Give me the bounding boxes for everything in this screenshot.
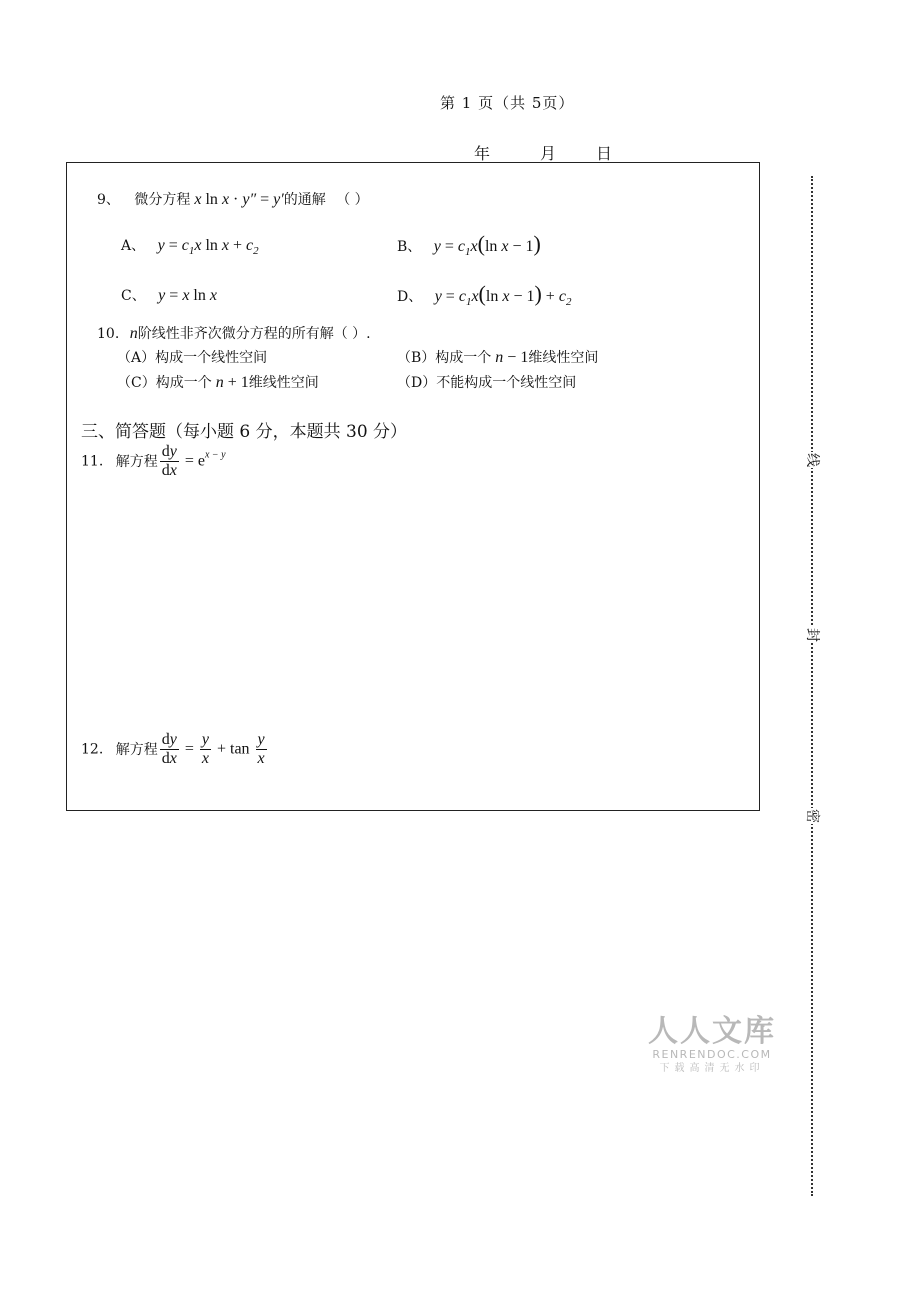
question-12-fraction-y-over-x: $\frac{y}{x}$ <box>201 731 209 767</box>
question-10-option-d: （D）不能构成一个线性空间 <box>397 375 577 391</box>
day-label: 日 <box>596 144 613 163</box>
option-b-label: B、 <box>397 239 422 255</box>
question-12-number: 12. <box>81 741 104 758</box>
question-9-option-a: A、 $y = c_1x$ $\ln x + c_2$ <box>121 237 259 257</box>
option-b-suffix: 维线性空间 <box>528 350 599 366</box>
option-d-label: D、 <box>397 289 423 305</box>
question-10: 10. n阶线性非齐次微分方程的所有解（ ）. <box>97 325 371 342</box>
question-11-label: 解方程 <box>115 453 158 470</box>
question-12-label: 解方程 <box>115 741 158 758</box>
question-11-fraction: $\frac{dy}{dx}$ <box>161 443 177 479</box>
option-b-prefix: （B）构成一个 <box>397 350 492 366</box>
watermark-domain: RENRENDOC.COM <box>652 1048 772 1061</box>
question-9-equation: x <box>190 191 202 208</box>
question-9-number: 9、 <box>97 192 120 208</box>
question-10-option-b: （B）构成一个 n − 1维线性空间 <box>397 349 599 366</box>
question-9-stem: 微分方程 <box>134 192 191 208</box>
seal-char-mi: 密 <box>804 809 820 823</box>
question-12-fraction-tan-arg: $\frac{y}{x}$ <box>257 731 265 767</box>
seal-char-feng: 封 <box>804 628 820 642</box>
exam-question-box <box>66 162 760 811</box>
question-10-option-c: （C）构成一个 n + 1维线性空间 <box>117 374 319 391</box>
question-12: 12. 解方程 $\frac{dy}{dx}$ = $\frac{y}{x}$ + tan $\frac{y}{x}$ <box>81 731 265 767</box>
page-number-header: 第 1 页（共 5页） <box>440 94 575 112</box>
question-9-stem-suffix: 的通解 <box>283 192 326 208</box>
question-12-fraction-lhs: $\frac{dy}{dx}$ <box>161 731 177 767</box>
renrendoc-watermark <box>648 1016 776 1076</box>
option-c-label: C、 <box>121 288 146 304</box>
question-9-option-c: C、 y = x ln x <box>121 287 217 304</box>
question-10-number: 10. <box>97 326 120 342</box>
section-3-title: 三、简答题（每小题 6 分，本题共 30 分） <box>81 422 408 442</box>
exam-date-line <box>474 141 612 164</box>
question-9: 9、 微分方程 x ln x · y″ = y′的通解 （ ） <box>97 191 369 208</box>
month-label: 月 <box>540 144 557 163</box>
question-9-option-d: D、 $y = c_1x(\ln$ $x - 1) + c_2$ <box>397 281 572 308</box>
watermark-tagline: 下载高清无水印 <box>659 1063 765 1074</box>
seal-char-xian: 线 <box>804 453 820 467</box>
question-9-option-b: B、 $y = c_1x(\ln$ x − 1) <box>397 231 541 258</box>
question-10-stem: 阶线性非齐次微分方程的所有解（ ）. <box>137 326 371 342</box>
seal-dotted-line <box>811 176 813 1196</box>
year-label: 年 <box>474 144 491 163</box>
question-11: 11. 解方程 $\frac{dy}{dx}$ = $e^{x - y}$ <box>81 443 226 479</box>
question-11-number: 11. <box>81 453 104 470</box>
answer-blank: （ ） <box>336 192 369 208</box>
option-c-suffix: 维线性空间 <box>248 375 319 391</box>
option-a-label: A、 <box>121 238 146 254</box>
option-c-prefix: （C）构成一个 <box>117 375 212 391</box>
question-10-option-a: （A）构成一个线性空间 <box>117 350 268 366</box>
watermark-title: 人人文库 <box>648 1014 776 1049</box>
